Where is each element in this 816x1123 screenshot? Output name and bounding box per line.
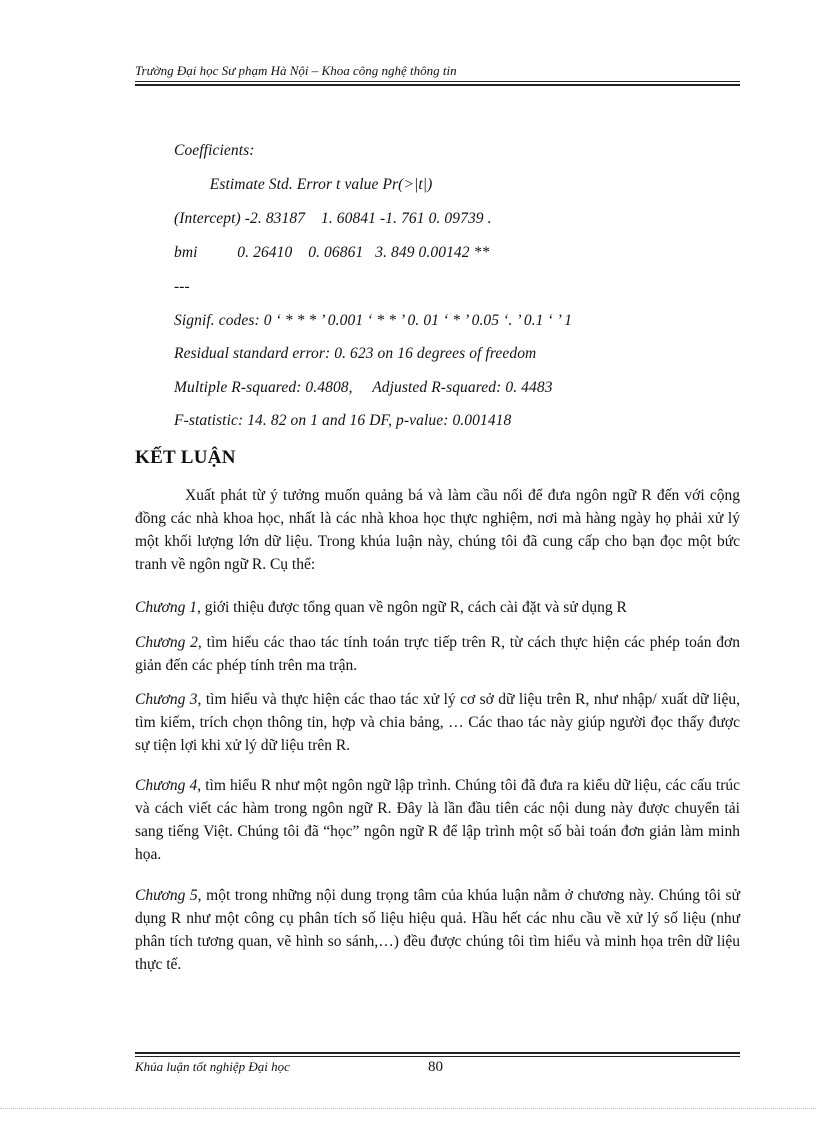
chapter-paragraph (135, 596, 740, 619)
footer-rule-thin (135, 1056, 740, 1057)
code-line: Multiple R-squared: 0.4808, Adjusted R-squared: 0. 4483 (174, 379, 553, 396)
chapter-text: , tìm hiểu các thao tác tính toán trực tiếp trên R, từ cách thực hiện các phép toán đơn giản đến các phép tính trên ma trận. (135, 634, 740, 674)
header-text: Trường Đại học Sư phạm Hà Nội – Khoa công nghệ thông tin (135, 63, 457, 78)
code-line: Residual standard error: 0. 623 on 16 degrees of freedom (174, 345, 537, 362)
code-line: (Intercept) -2. 83187 1. 60841 -1. 761 0. 09739 . (174, 210, 492, 227)
chapter-paragraph (135, 688, 740, 757)
header-rule-thin (135, 81, 740, 82)
chapter-paragraph (135, 884, 740, 976)
footer-text: Khúa luận tốt nghiệp Đại học (135, 1059, 290, 1074)
code-line: F-statistic: 14. 82 on 1 and 16 DF, p-value: 0.001418 (174, 412, 512, 429)
chapter-text: , tìm hiểu R như một ngôn ngữ lập trình. Chúng tôi đã đưa ra kiểu dữ liệu, các cấu trúc và cách viết các hàm trong ngôn ngữ R. Đây là lần đầu tiên các nội dung này được chuyển tải sang tiếng Việt. Chúng tôi đã “học” ngôn ngữ R để lập trình một số bài toán đơn giản làm minh họa. (135, 777, 740, 863)
chapter-text: , một trong những nội dung trọng tâm của khúa luận nằm ở chương này. Chúng tôi sử dụng R như một công cụ phân tích số liệu hiệu quả. Hầu hết các nhu cầu về xử lý số liệu (như phân tích tương quan, vẽ hình so sánh,…) đều được chúng tôi tìm hiểu và minh họa trên dữ liệu thực tế. (135, 887, 740, 973)
footer-rule-thick (135, 1052, 740, 1054)
chapter-text: , giới thiệu được tổng quan về ngôn ngữ R, cách cài đặt và sử dụng R (196, 599, 627, 616)
chapter-name: Chương 4 (135, 777, 198, 794)
code-line: bmi 0. 26410 0. 06861 3. 849 0.00142 ** (174, 244, 490, 261)
page-number: 80 (428, 1059, 443, 1075)
intro-paragraph: Xuất phát từ ý tưởng muốn quảng bá và làm cầu nối để đưa ngôn ngữ R đến với cộng đồng các nhà khoa học, nhất là các nhà khoa học thực nghiệm, nơi mà hàng ngày họ phải xử lý một khối lượng lớn dữ liệu. Trong khúa luận này, chúng tôi đã cung cấp cho bạn đọc một bức tranh về ngôn ngữ R. Cụ thể: (135, 487, 740, 573)
chapter-name: Chương 5 (135, 887, 198, 904)
code-line: Estimate Std. Error t value Pr(>|t|) (174, 176, 433, 193)
chapter-paragraph (135, 631, 740, 677)
chapter-text: , tìm hiểu và thực hiện các thao tác xử lý cơ sở dữ liệu trên R, như nhập/ xuất dữ liệu, tìm kiếm, trích chọn thông tin, hợp và chia bảng, … Các thao tác này giúp người đọc thấy được sự tiện lợi khi xử lý dữ liệu trên R. (135, 691, 740, 754)
chapter-paragraph (135, 774, 740, 866)
page-edge-divider (0, 1108, 816, 1109)
code-line: Coefficients: (174, 142, 255, 159)
chapter-name: Chương 2 (135, 634, 198, 651)
code-line: Signif. codes: 0 ‘ * * * ’ 0.001 ‘ * * ’ 0. 01 ‘ * ’ 0.05 ‘. ’ 0.1 ‘ ’ 1 (174, 312, 573, 329)
section-title: KẾT LUẬN (135, 447, 236, 468)
chapter-name: Chương 3 (135, 691, 198, 708)
code-line: --- (174, 278, 190, 295)
header-rule-thick (135, 84, 740, 86)
chapter-name: Chương 1 (135, 599, 197, 616)
